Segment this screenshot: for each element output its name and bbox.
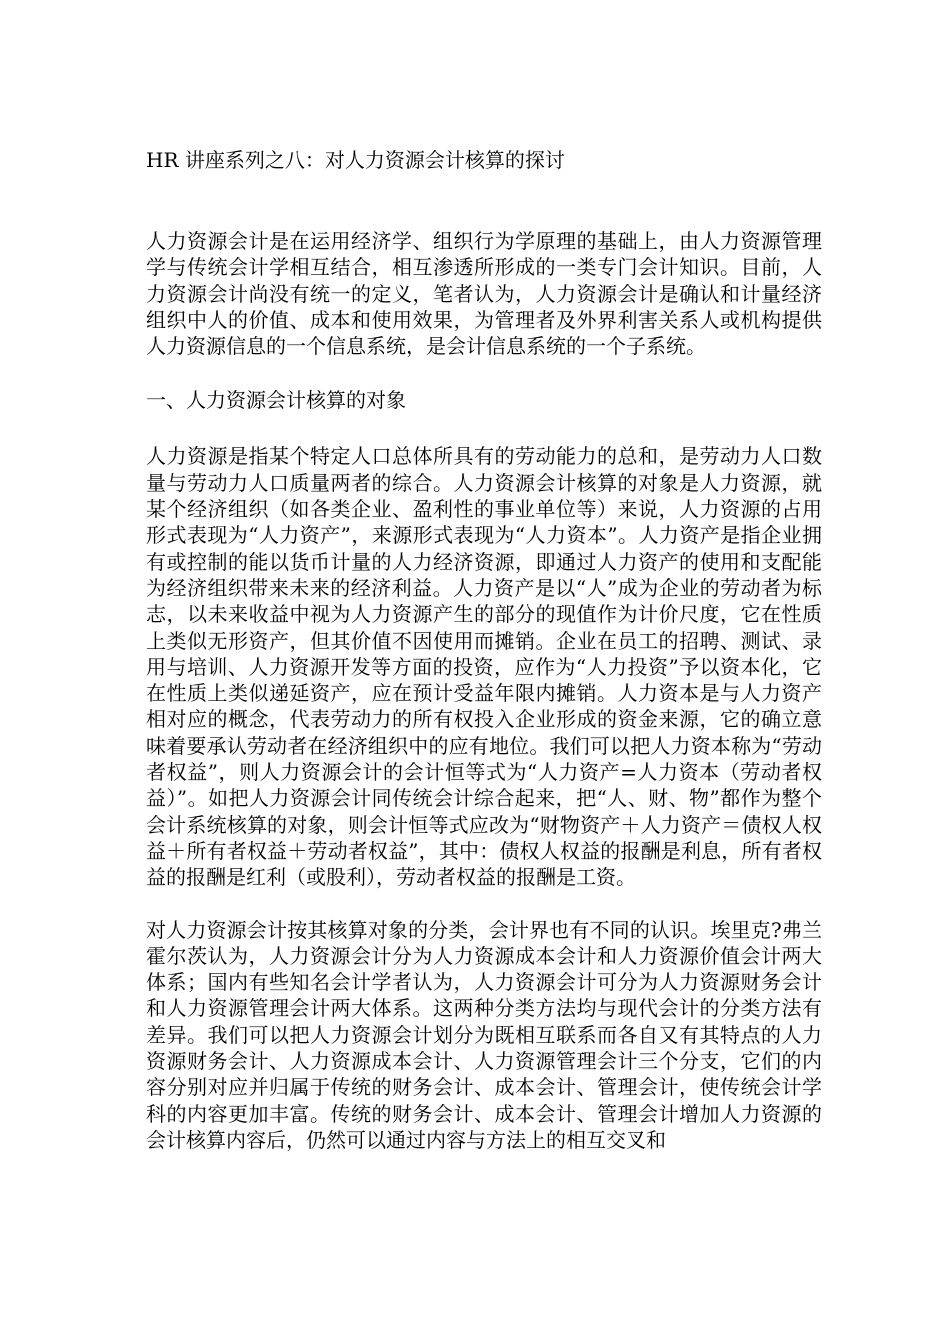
body-paragraph-1: 人力资源是指某个特定人口总体所具有的劳动能力的总和，是劳动力人口数量与劳动力人口质量两者的综合。人力资源会计核算的对象是人力资源，就某个经济组织（如各类企业、盈利性的事业单位等）来说，人力资源的占用形式表现为“人力资产”，来源形式表现为“人力资本”。人力资产是指企业拥有或控制的能以货币计量的人力经济资源，即通过人力资产的使用和支配能为经济组织带来未来的经济利益。人力资产是以“人”成为企业的劳动者为标志，以未来收益中视为人力资源产生的部分的现值作为计价尺度，它在性质上类似无形资产，但其价值不因使用而摊销。企业在员工的招聘、测试、录用与培训、人力资源开发等方面的投资，应作为“人力投资”予以资本化，它在性质上类似递延资产，应在预计受益年限内摊销。人力资本是与人力资产相对应的概念，代表劳动力的所有权投入企业形成的资金来源，它的确立意味着要承认劳动者在经济组织中的应有地位。我们可以把人力资本称为“劳动者权益”，则人力资源会计的会计恒等式为“人力资产=人力资本（劳动者权益）”。如把人力资源会计同传统会计综合起来，把“人、财、物”都作为整个会计系统核算的对象，则会计恒等式应改为“财物资产＋人力资产＝债权人权益＋所有者权益＋劳动者权益”，其中：债权人权益的报酬是利息，所有者权益的报酬是红利（或股利），劳动者权益的报酬是工资。 — [146, 444, 822, 890]
document-title: HR 讲座系列之八：对人力资源会计核算的探讨 — [146, 148, 565, 172]
body-paragraph-2: 对人力资源会计按其核算对象的分类，会计界也有不同的认识。埃里克?弗兰霍尔茨认为，人力资源会计分为人力资源成本会计和人力资源价值会计两大体系；国内有些知名会计学者认为，人力资源会计可分为人力资源财务会计和人力资源管理会计两大体系。这两种分类方法均与现代会计的分类方法有差异。我们可以把人力资源会计划分为既相互联系而各自又有其特点的人力资源财务会计、人力资源成本会计、人力资源管理会计三个分支，它们的内容分别对应并归属于传统的财务会计、成本会计、管理会计，使传统会计学科的内容更加丰富。传统的财务会计、成本会计、管理会计增加人力资源的会计核算内容后，仍然可以通过内容与方法上的相互交叉和 — [146, 917, 822, 1152]
document-page — [146, 145, 822, 1179]
intro-paragraph: 人力资源会计是在运用经济学、组织行为学原理的基础上，由人力资源管理学与传统会计学相互结合，相互渗透所形成的一类专门会计知识。目前，人力资源会计尚没有统一的定义，笔者认为，人力资源会计是确认和计量经济组织中人的价值、成本和使用效果，为管理者及外界利害关系人或机构提供人力资源信息的一个信息系统，是会计信息系统的一个子系统。 — [146, 229, 822, 359]
section-heading: 一、人力资源会计核算的对象 — [146, 388, 406, 413]
